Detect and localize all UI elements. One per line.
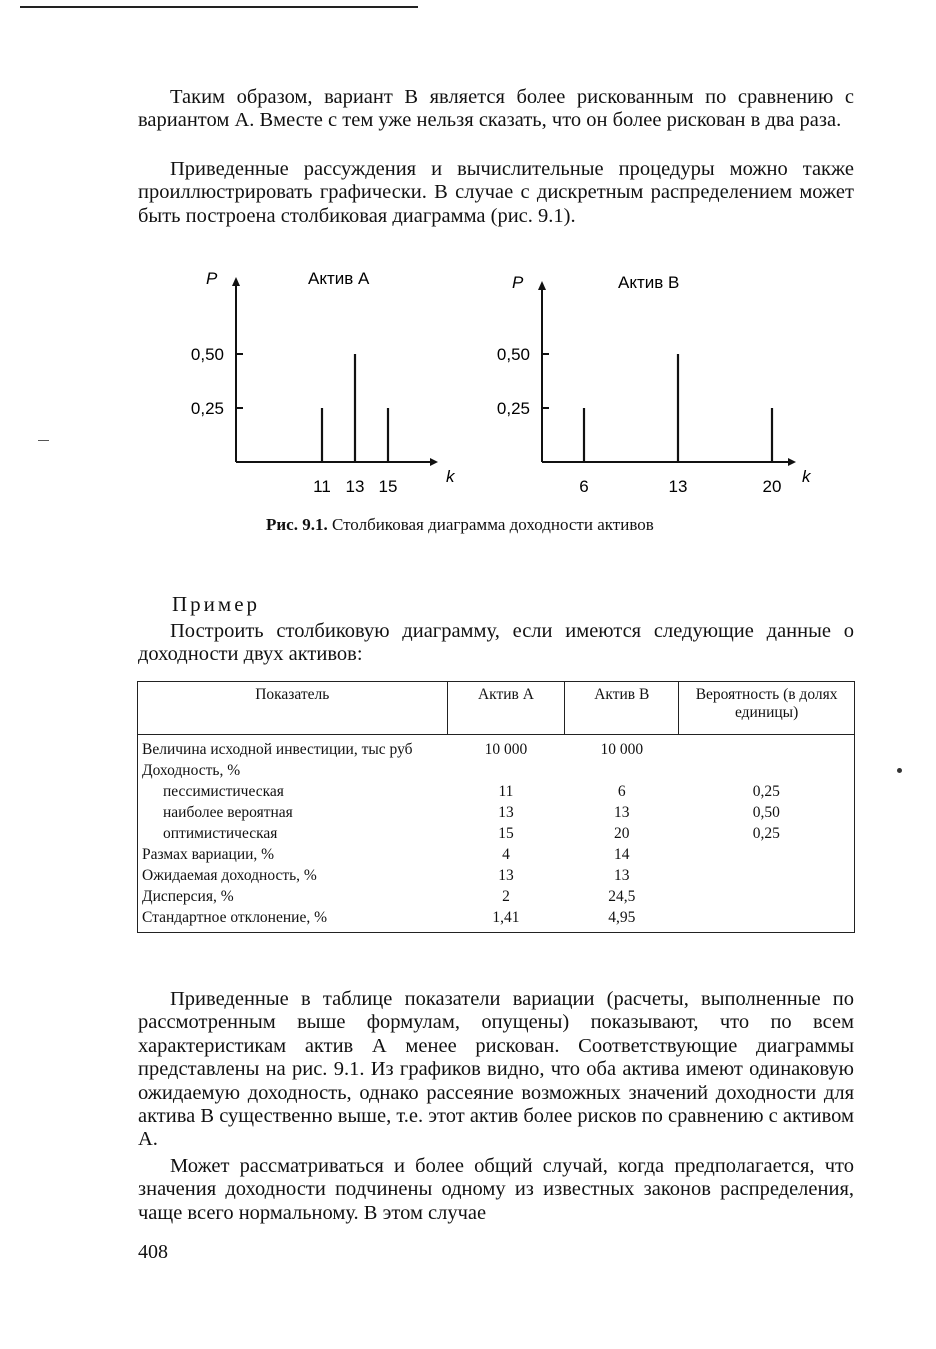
table-row [138, 844, 855, 865]
x-tick-label: 11 [313, 477, 331, 496]
table-row [138, 886, 855, 907]
page-number: 408 [138, 1241, 168, 1263]
y-axis-label: P [512, 273, 524, 292]
table-row [138, 735, 855, 761]
x-tick-label: 13 [345, 477, 365, 496]
table-row [138, 802, 855, 823]
row-value-asset-b: 13 [614, 804, 630, 821]
paragraph-4: Может рассматриваться и более общий случай, когда предполагается, что значения доходности подчинены одному из известных законов распределения, чаще всего нормальному. В этом случае [138, 1155, 854, 1224]
data-table [137, 681, 855, 933]
bar-chart-asset-a [170, 262, 470, 502]
margin-dash [38, 440, 49, 441]
table-row [138, 907, 855, 933]
figure-caption-label: Рис. 9.1. [266, 515, 328, 534]
paragraph-3: Приведенные в таблице показатели вариации (расчеты, выполненные по рассмотренным выше формулам, опущены) показывают, что по всем характеристикам актив А менее рискован. Соответствующие диаграммы представлены на рис. 9.1. Из графиков видно, что оба актива имеют одинаковую ожидаемую доходность, однако рассеяние возможных значений доходности для актива В существенно выше, т.е. этот актив более рисков по сравнению с активом А. [138, 988, 854, 1151]
y-tick-label: 0,25 [496, 399, 530, 418]
row-label: Размах вариации, % [142, 846, 275, 863]
y-axis-arrow [232, 277, 240, 286]
header-probability: Вероятность (в долях единицы) [679, 682, 855, 735]
row-value-asset-a: 1,41 [492, 909, 520, 926]
row-label: пессимистическая [163, 783, 284, 800]
y-tick-label: 0,50 [190, 345, 224, 364]
y-tick-label: 0,25 [190, 399, 224, 418]
row-probability: 0,25 [752, 825, 780, 842]
x-axis-arrow [430, 458, 438, 466]
table-row [138, 760, 855, 781]
row-label: наиболее вероятная [163, 804, 293, 821]
x-tick-label: 6 [579, 477, 589, 496]
row-label: оптимистическая [163, 825, 278, 842]
header-asset-a: Актив А [447, 682, 565, 735]
chart-title: Актив А [308, 269, 370, 288]
example-text: Построить столбиковую диаграмму, если имеются следующие данные о доходности двух активов: [138, 620, 854, 666]
row-value-asset-a: 4 [502, 846, 510, 863]
chart-title: Актив В [618, 273, 680, 292]
row-value-asset-a: 13 [498, 804, 514, 821]
x-axis-label: k [802, 467, 811, 486]
figure-caption-text: Столбиковая диаграмма доходности активов [331, 515, 654, 534]
x-axis-label: k [446, 467, 455, 486]
x-tick-label: 20 [762, 477, 782, 496]
row-label: Величина исходной инвестиции, тыс руб [142, 741, 413, 758]
x-axis-arrow [788, 458, 796, 466]
row-value-asset-a: 13 [498, 867, 514, 884]
y-axis-label: P [206, 269, 218, 288]
row-probability: 0,50 [752, 804, 780, 821]
row-value-asset-b: 24,5 [608, 888, 636, 905]
bar-chart-asset-b [476, 262, 836, 502]
y-axis-arrow [538, 281, 546, 290]
paragraph-2: Приведенные рассуждения и вычислительные процедуры можно также проиллюстрировать графически. В случае с дискретным распределением может быть построена столбиковая диаграмма (рис. 9.1). [138, 158, 854, 227]
row-value-asset-b: 4,95 [608, 909, 636, 926]
x-tick-label: 13 [668, 477, 688, 496]
header-indicator: Показатель [138, 682, 448, 735]
row-value-asset-b: 6 [617, 783, 626, 800]
row-label: Стандартное отклонение, % [142, 909, 327, 926]
y-tick-label: 0,50 [496, 345, 530, 364]
x-tick-label: 15 [378, 477, 398, 496]
row-probability [679, 865, 855, 886]
row-probability: 0,25 [752, 783, 780, 800]
row-value-asset-b: 14 [614, 846, 630, 863]
row-label: Ожидаемая доходность, % [142, 867, 317, 884]
row-value-asset-a: 2 [502, 888, 510, 905]
table-body [138, 735, 855, 933]
row-value-asset-b [565, 760, 679, 781]
table-row [138, 781, 855, 802]
row-value-asset-a [447, 760, 565, 781]
table-row [138, 823, 855, 844]
row-probability [679, 886, 855, 907]
row-probability [679, 907, 855, 933]
example-heading: Пример [172, 592, 261, 616]
row-value-asset-a: 15 [498, 825, 514, 842]
margin-dot [897, 768, 902, 773]
row-value-asset-b: 20 [614, 825, 630, 842]
row-probability [679, 760, 855, 781]
row-label: Доходность, % [142, 762, 241, 779]
paragraph-1: Таким образом, вариант В является более рискованным по сравнению с вариантом А. Вместе с тем уже нельзя сказать, что он более рискован в два раза. [138, 86, 854, 132]
row-value-asset-a: 11 [498, 783, 514, 800]
table-header-row [138, 682, 855, 735]
row-value-asset-b: 10 000 [600, 741, 644, 758]
row-label: Дисперсия, % [142, 888, 234, 905]
row-probability [679, 735, 855, 761]
table-row [138, 865, 855, 886]
row-value-asset-a: 10 000 [484, 741, 528, 758]
figure-caption [266, 515, 654, 535]
row-probability [679, 844, 855, 865]
header-asset-b: Актив В [565, 682, 679, 735]
row-value-asset-b: 13 [614, 867, 630, 884]
top-rule [20, 6, 418, 8]
